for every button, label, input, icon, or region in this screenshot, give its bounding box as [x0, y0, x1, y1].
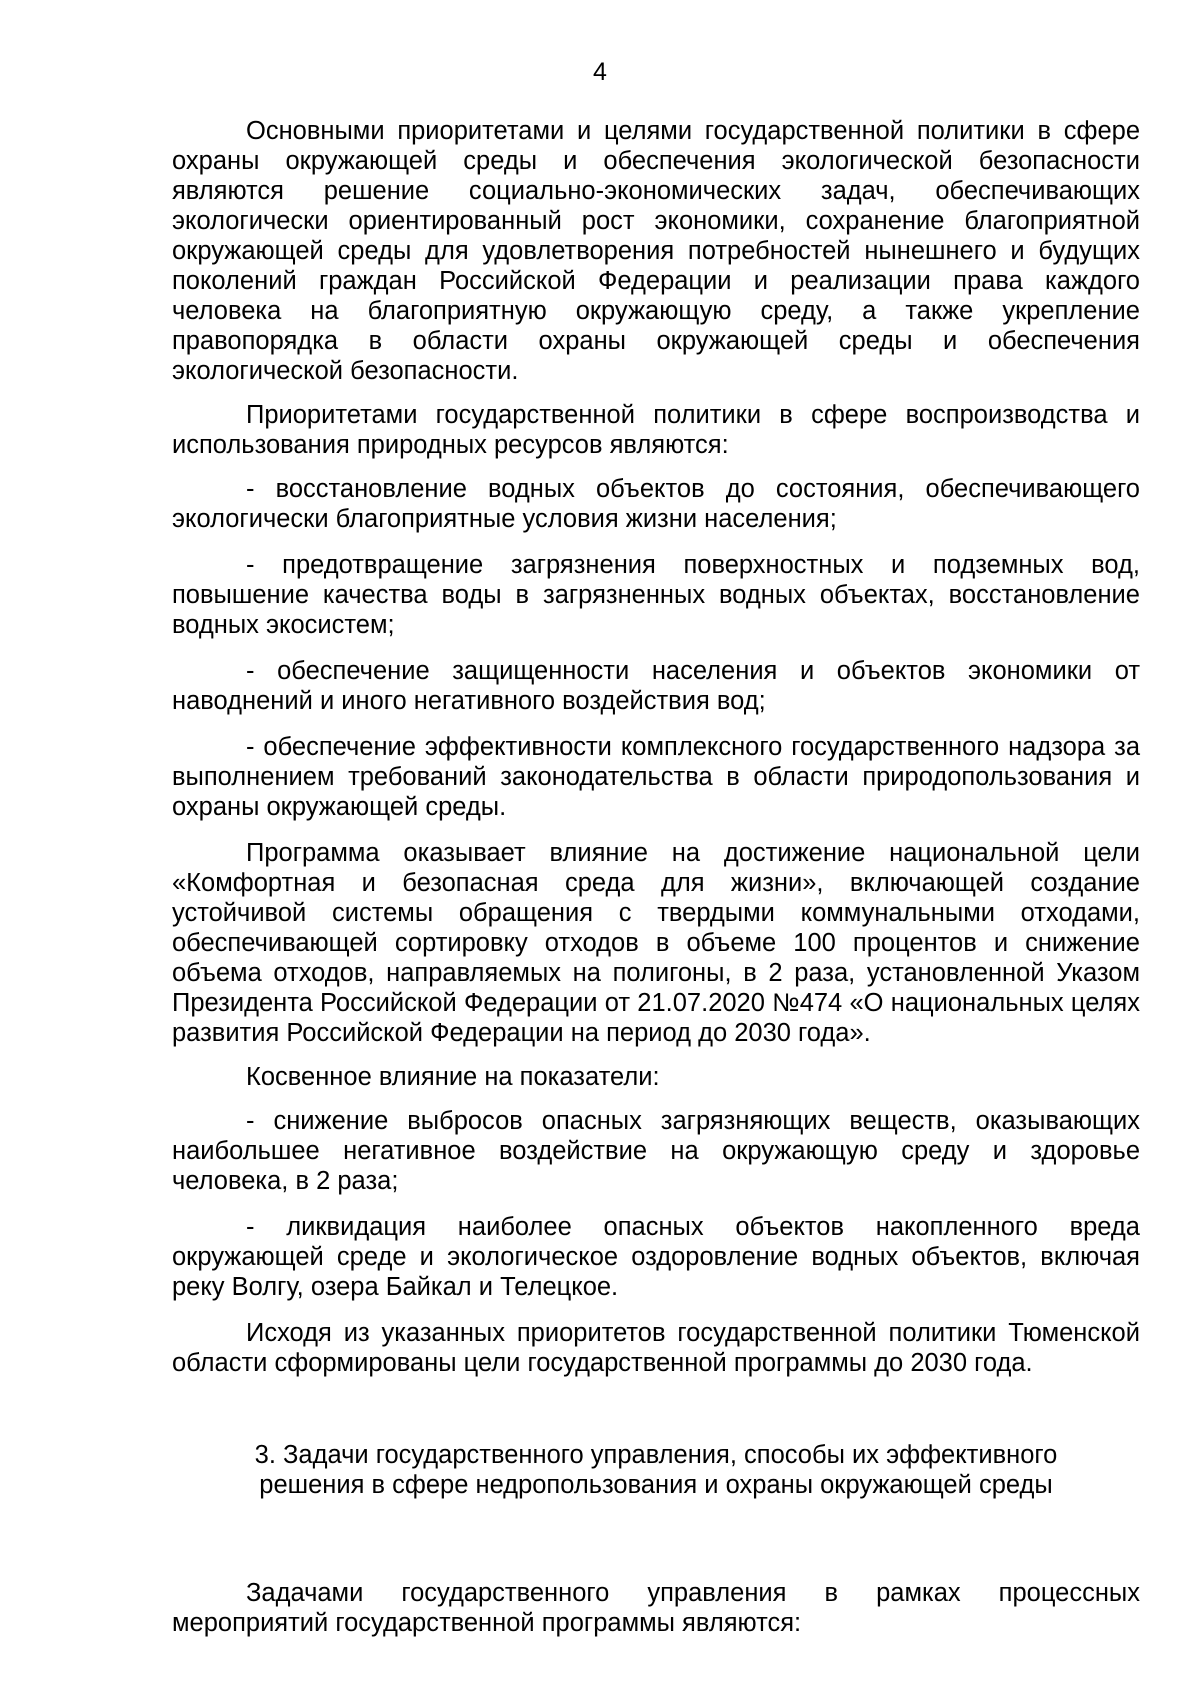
list-item-supervision: - обеспечение эффективности комплексного государственного надзора за выполнением требований законодательства в области природопользования и охраны окружающей среды. [172, 733, 1140, 821]
document-body [172, 116, 1140, 1652]
list-item-accumulated-harm: - ликвидация наиболее опасных объектов накопленного вреда окружающей среде и экологическое оздоровление водных объектов, включая реку Волгу, озера Байкал и Телецкое. [172, 1213, 1140, 1301]
paragraph-program-goals: Исходя из указанных приоритетов государственной политики Тюменской области сформированы цели государственной программы до 2030 года. [172, 1319, 1140, 1377]
paragraph-management-tasks: Задачами государственного управления в рамках процессных мероприятий государственной программы являются: [172, 1579, 1140, 1637]
list-item-water-restoration: - восстановление водных объектов до состояния, обеспечивающего экологически благоприятные условия жизни населения; [172, 475, 1140, 533]
paragraph-priorities-resources: Приоритетами государственной политики в сфере воспроизводства и использования природных ресурсов являются: [172, 401, 1140, 459]
paragraph-national-goal: Программа оказывает влияние на достижение национальной цели «Комфортная и безопасная среда для жизни», включающей создание устойчивой системы обращения с твердыми коммунальными отходами, обеспечивающей сортировку отходов в объеме 100 процентов и снижение объема отходов, направляемых на полигоны, в 2 раза, установленной Указом Президента Российской Федерации от 21.07.2020 №474 «О национальных целях развития Российской Федерации на период до 2030 года». [172, 839, 1140, 1047]
paragraph-priorities-environment: Основными приоритетами и целями государственной политики в сфере охраны окружающей среды и обеспечения экологической безопасности являются решение социально-экономических задач, обеспечивающих экологически ориентированный рост экономики, сохранение благоприятной окружающей среды для удовлетворения потребностей нынешнего и будущих поколений граждан Российской Федерации и реализации права каждого человека на благоприятную окружающую среду, а также укрепление правопорядка в области охраны окружающей среды и обеспечения экологической безопасности. [172, 117, 1140, 385]
paragraph-indirect-influence: Косвенное влияние на показатели: [246, 1063, 660, 1091]
list-item-emissions-reduction: - снижение выбросов опасных загрязняющих веществ, оказывающих наибольшее негативное воздействие на окружающую среду и здоровье человека, в 2 раза; [172, 1107, 1140, 1195]
list-item-pollution-prevention: - предотвращение загрязнения поверхностных и подземных вод, повышение качества воды в загрязненных водных объектах, восстановление водных экосистем; [172, 551, 1140, 639]
section-heading: 3. Задачи государственного управления, способы их эффективного решения в сфере недропользования и охраны окружающей среды [254, 1441, 1058, 1499]
page-number: 4 [593, 58, 607, 86]
list-item-flood-protection: - обеспечение защищенности населения и объектов экономики от наводнений и иного негативного воздействия вод; [172, 657, 1140, 715]
